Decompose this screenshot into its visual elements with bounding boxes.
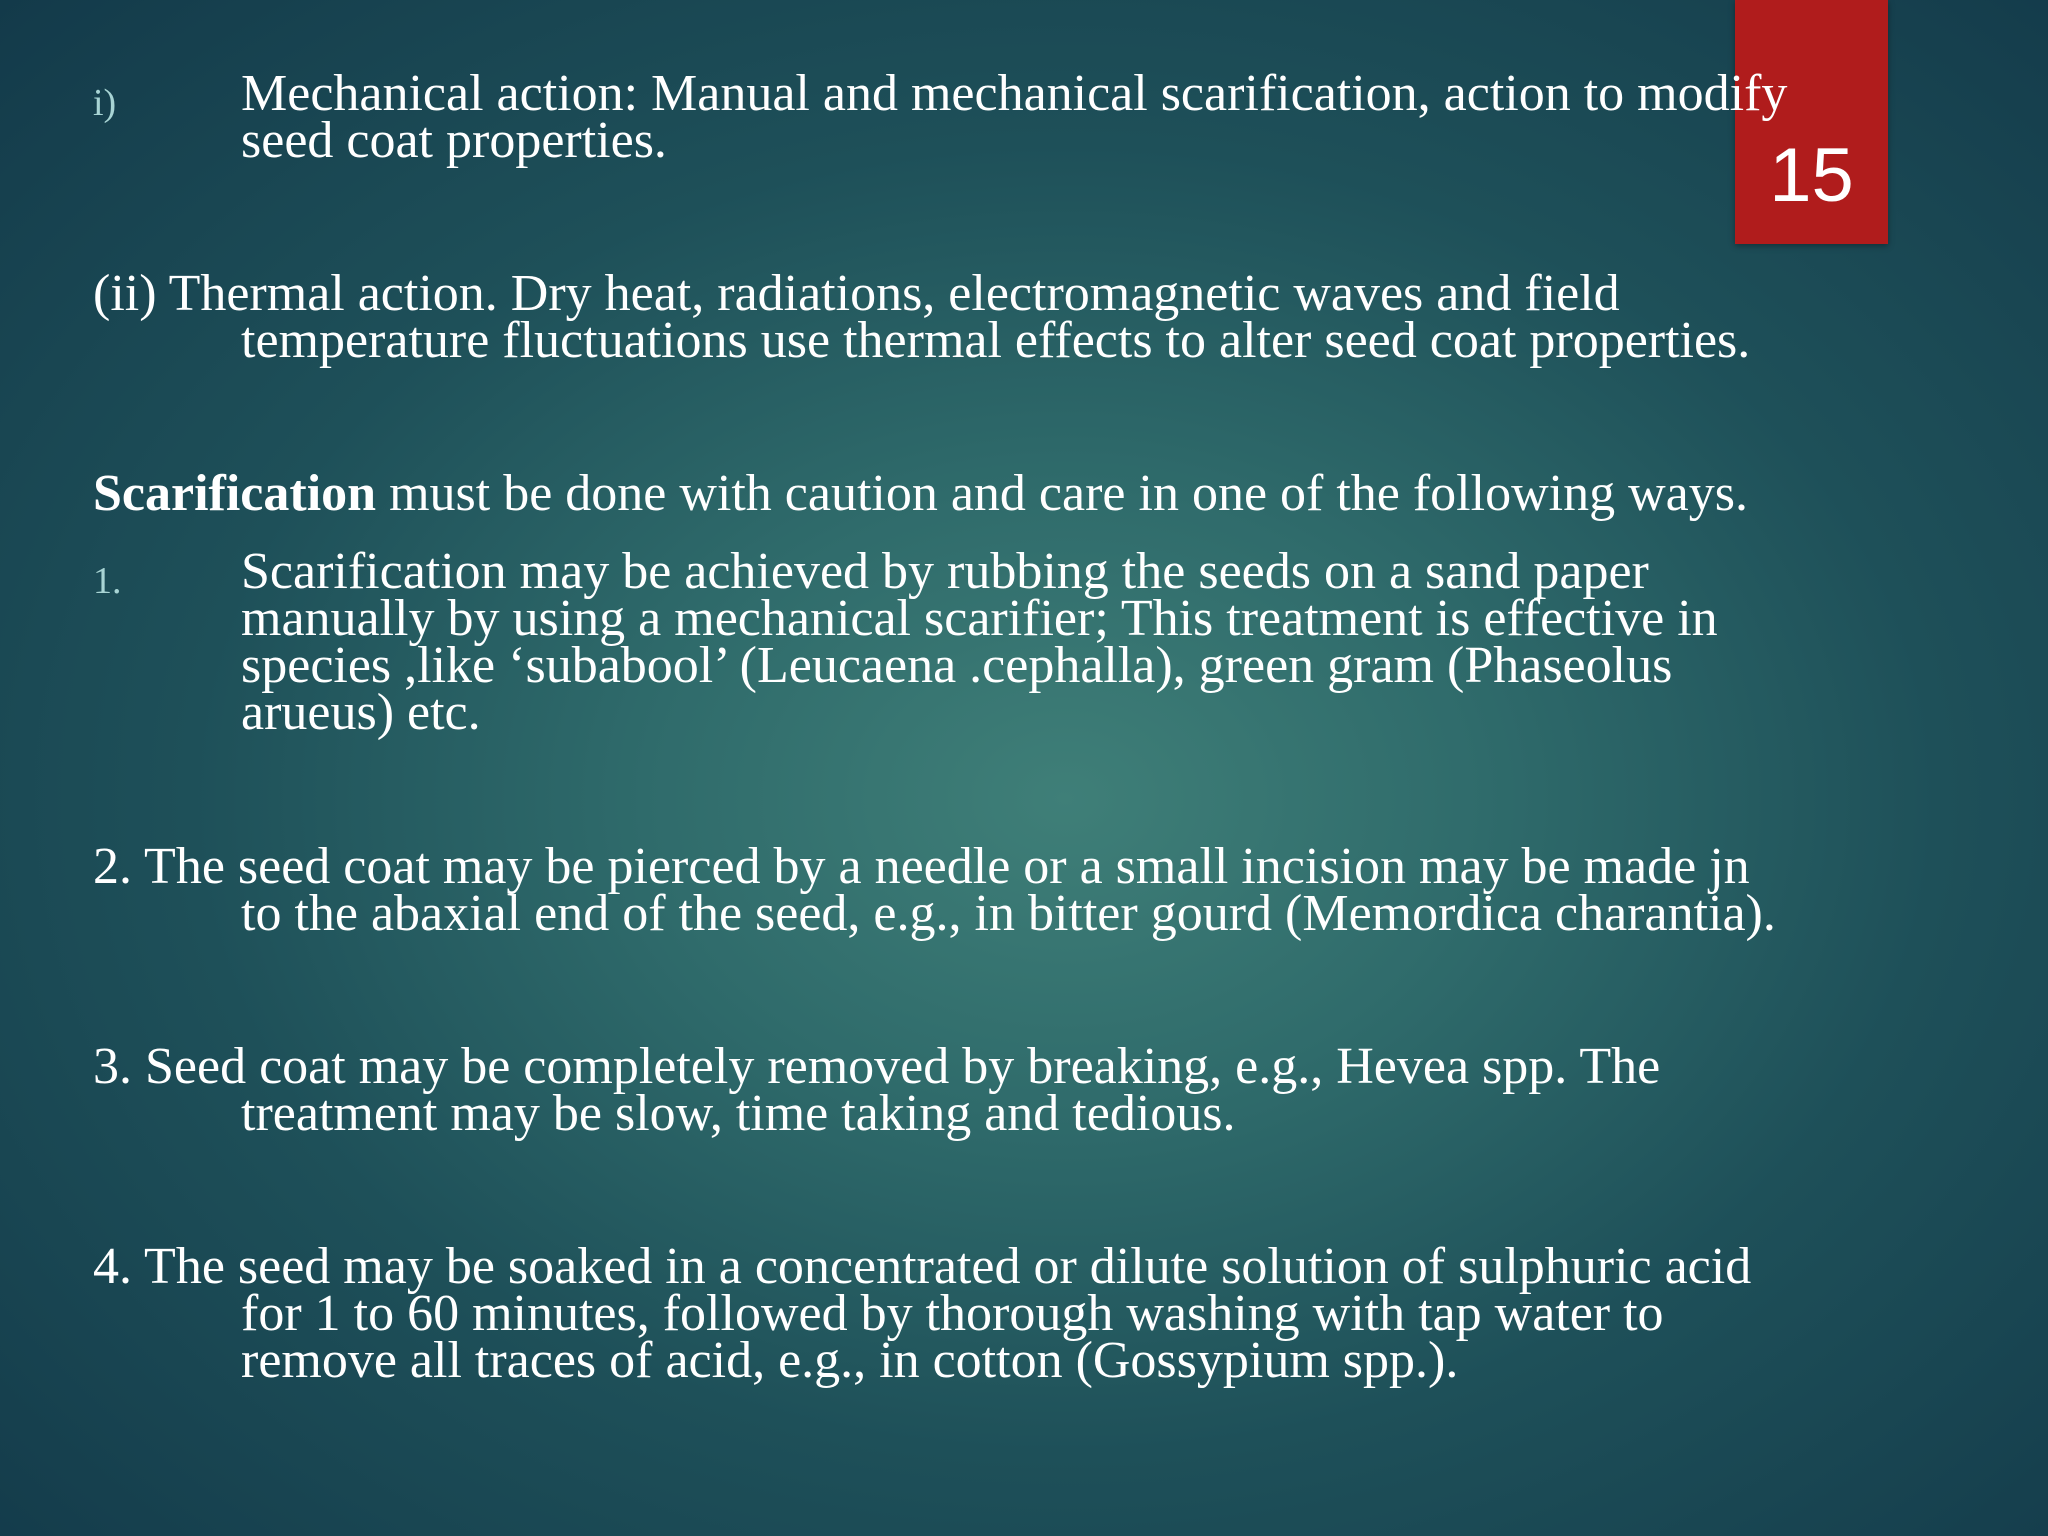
thermal-line-2: temperature fluctuations use thermal effects to alter seed coat properties. [241, 312, 1751, 369]
point-1-line-3: species ,like ‘subabool’ (Leucaena .cephalla), green gram (Phaseolus [241, 637, 1673, 694]
item-marker: i) [93, 82, 117, 124]
point-4 [93, 1238, 1973, 1389]
point-1-line-4: arueus) etc. [241, 684, 481, 741]
mechanical-line-2: seed coat properties. [241, 112, 667, 169]
scarification-intro-text: must be done with caution and care in one of the following ways. [376, 465, 1748, 522]
point-1 [93, 543, 1973, 741]
thermal-action-item [93, 265, 1973, 369]
point-2-line-1: 2. The seed coat may be pierced by a needle or a small incision may be made jn [93, 838, 1750, 895]
point-3 [93, 1038, 1973, 1142]
scarification-intro [93, 465, 1973, 522]
point-2-line-2: to the abaxial end of the seed, e.g., in bitter gourd (Memordica charantia). [241, 885, 1776, 942]
point-3-line-1: 3. Seed coat may be completely removed by breaking, e.g., Hevea spp. The [93, 1038, 1661, 1095]
point-4-line-3: remove all traces of acid, e.g., in cotton (Gossypium spp.). [241, 1332, 1459, 1389]
point-1-marker: 1. [93, 560, 122, 602]
point-1-line-1: Scarification may be achieved by rubbing the seeds on a sand paper [241, 543, 1649, 600]
mechanical-line-1: Mechanical action: Manual and mechanical scarification, action to modify [241, 65, 1788, 122]
point-2 [93, 838, 1973, 942]
point-4-line-2: for 1 to 60 minutes, followed by thorough washing with tap water to [241, 1285, 1664, 1342]
point-1-line-2: manually by using a mechanical scarifier; This treatment is effective in [241, 590, 1718, 647]
point-4-line-1: 4. The seed may be soaked in a concentrated or dilute solution of sulphuric acid [93, 1238, 1752, 1295]
point-3-line-2: treatment may be slow, time taking and tedious. [241, 1085, 1236, 1142]
scarification-term: Scarification [93, 465, 377, 522]
mechanical-action-item [93, 65, 1973, 169]
page-number: 15 [1769, 133, 1854, 218]
thermal-line-1: (ii) Thermal action. Dry heat, radiations, electromagnetic waves and field [93, 265, 1620, 322]
